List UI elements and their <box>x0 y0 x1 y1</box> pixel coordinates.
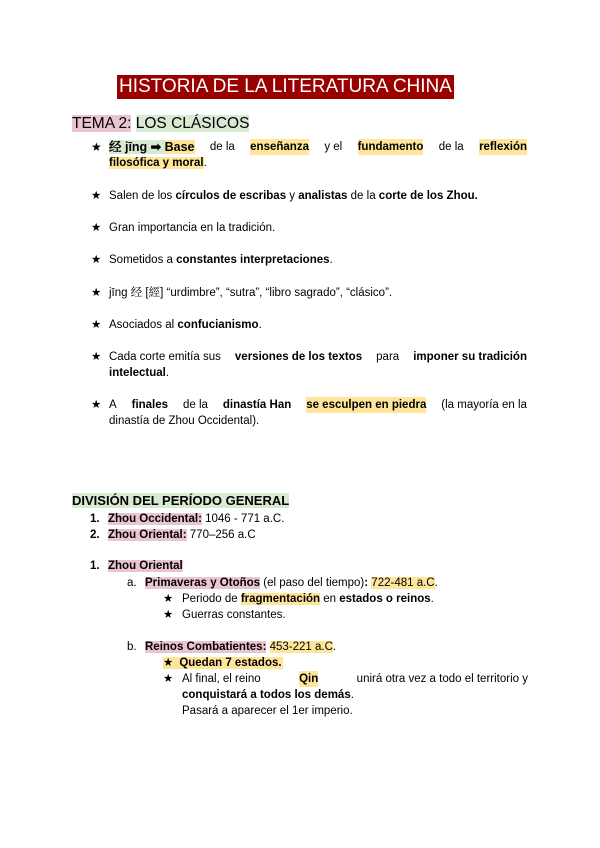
bullet-item: ★ Periodo de fragmentación en estados o reinos. <box>163 593 434 605</box>
star-bullet-icon: ★ <box>91 287 102 299</box>
numbered-item: 1. Zhou Occidental: 1046 - 771 a.C. <box>90 513 285 525</box>
item-line: Pasará a aparecer el 1er imperio. <box>182 705 353 717</box>
numbered-item: 1. Zhou Oriental <box>90 560 183 572</box>
star-bullet-icon: ★ <box>91 351 102 363</box>
star-bullet-icon: ★ <box>163 657 174 669</box>
star-bullet-icon: ★ <box>91 399 102 411</box>
bullet-item: ★ Guerras constantes. <box>163 609 286 621</box>
star-bullet-icon: ★ <box>91 222 102 234</box>
list-item: ★ jīng 经 [經] “urdimbre”, “sutra”, “libro sagrado”, “clásico”. <box>91 287 393 299</box>
star-bullet-icon: ★ <box>91 140 102 154</box>
star-bullet-icon: ★ <box>91 190 102 202</box>
item-line: intelectual. <box>109 367 170 379</box>
item-line: filosófica y moral. <box>109 157 207 169</box>
sub-item-a: a. Primaveras y Otoños (el paso del tiempo): 722-481 a.C. <box>127 577 438 589</box>
list-item: ★ Gran importancia en la tradición. <box>91 222 276 234</box>
list-item <box>91 139 528 173</box>
item-line: Al final, el reino Qin unirá otra vez a todo el territorio y <box>182 673 528 685</box>
division-heading: DIVISIÓN DEL PERÍODO GENERAL <box>72 493 290 508</box>
star-bullet-icon: ★ <box>163 609 174 621</box>
list-item: ★ Sometidos a constantes interpretaciones. <box>91 254 333 266</box>
section-label: TEMA 2: <box>72 115 132 132</box>
list-item: ★ Asociados al confucianismo. <box>91 319 262 331</box>
item-line: 经 jīng ➡ Base de la enseñanza y el fundamento de la reflexión <box>109 140 527 154</box>
list-item: ★ Salen de los círculos de escribas y analistas de la corte de los Zhou. <box>91 190 478 202</box>
item-line: conquistará a todos los demás. <box>182 689 354 701</box>
list-item <box>91 349 528 383</box>
item-line: A finales de la dinastía Han se esculpen en piedra (la mayoría en la <box>109 399 527 411</box>
star-bullet-icon: ★ <box>163 593 174 605</box>
item-line: dinastía de Zhou Occidental). <box>109 415 260 427</box>
list-item <box>91 397 528 431</box>
section-name: LOS CLÁSICOS <box>135 115 250 132</box>
document-title: HISTORIA DE LA LITERATURA CHINA <box>119 76 452 97</box>
star-bullet-icon: ★ <box>91 254 102 266</box>
item-line: Cada corte emitía sus versiones de los textos para imponer su tradición <box>109 351 527 363</box>
bullet-item <box>163 671 528 721</box>
star-bullet-icon: ★ <box>91 319 102 331</box>
section-heading <box>72 115 249 133</box>
star-bullet-icon: ★ <box>163 673 174 685</box>
bullet-item: ★ Quedan 7 estados. <box>163 657 282 669</box>
jing-term: 经 jīng ➡ <box>109 140 165 154</box>
numbered-item: 2. Zhou Oriental: 770–256 a.C <box>90 529 256 541</box>
sub-item-b: b. Reinos Combatientes: 453-221 a.C. <box>127 641 337 653</box>
